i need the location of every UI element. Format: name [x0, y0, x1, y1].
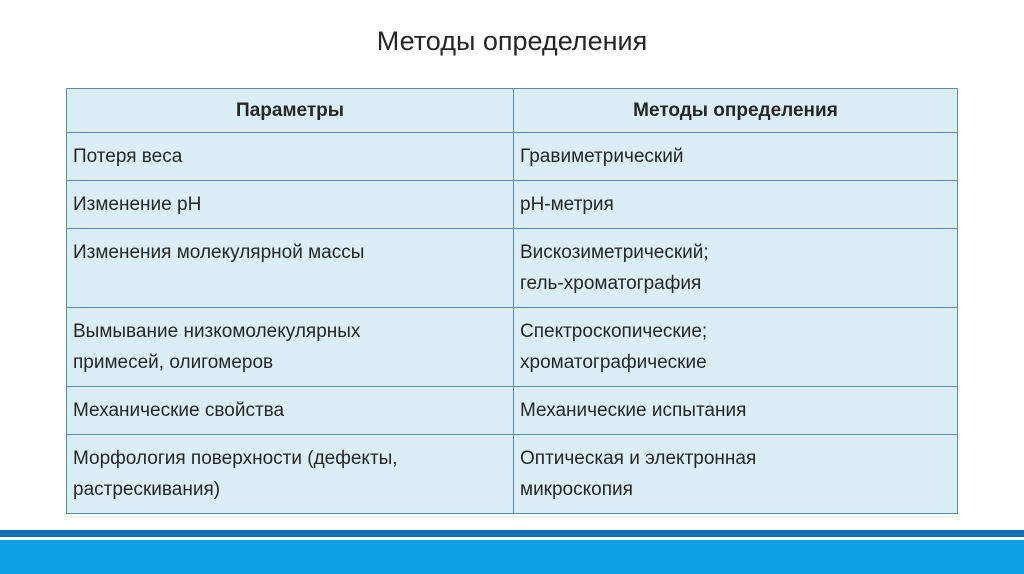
parameter-cell — [67, 181, 514, 229]
table-row — [67, 181, 958, 229]
method-cell — [514, 435, 958, 514]
method-cell — [514, 181, 958, 229]
method-text: Вискозиметрический; — [520, 242, 709, 263]
parameter-text: Потеря веса — [73, 146, 183, 167]
parameter-cell — [67, 387, 514, 435]
parameter-text: Изменение рН — [73, 194, 202, 215]
method-text: Механические испытания — [520, 400, 747, 421]
methods-table — [66, 88, 958, 514]
method-cell — [514, 308, 958, 387]
parameter-text: Механические свойства — [73, 400, 285, 421]
method-cell — [514, 387, 958, 435]
footer-divider — [0, 530, 1024, 537]
parameter-text: Изменения молекулярной массы — [73, 242, 365, 263]
table-row — [67, 387, 958, 435]
table-row — [67, 435, 958, 514]
header-parameters: Параметры — [67, 89, 514, 133]
slide-title: Методы определения — [376, 26, 648, 56]
table-row — [67, 229, 958, 308]
footer-bar — [0, 540, 1024, 574]
table-row — [67, 133, 958, 181]
method-text: Оптическая и электронная — [520, 448, 757, 469]
table-row — [67, 308, 958, 387]
parameter-text: растрескивания) — [73, 479, 221, 500]
table-body — [67, 133, 958, 514]
parameter-cell — [67, 435, 514, 514]
method-cell — [514, 133, 958, 181]
table-header-row — [67, 89, 958, 133]
method-text: хроматографические — [520, 352, 707, 373]
parameter-text: Вымывание низкомолекулярных — [73, 321, 361, 342]
parameter-cell — [67, 133, 514, 181]
parameter-text: Морфология поверхности (дефекты, — [73, 448, 398, 469]
parameter-cell — [67, 229, 514, 308]
header-methods: Методы определения — [514, 89, 958, 133]
parameter-text: примесей, олигомеров — [73, 352, 274, 373]
method-text: Спектроскопические; — [520, 321, 708, 342]
parameter-cell — [67, 308, 514, 387]
method-text: микроскопия — [520, 479, 633, 500]
method-text: рН-метрия — [520, 194, 614, 215]
method-text: гель-хроматография — [520, 273, 702, 294]
method-cell — [514, 229, 958, 308]
method-text: Гравиметрический — [520, 146, 684, 167]
